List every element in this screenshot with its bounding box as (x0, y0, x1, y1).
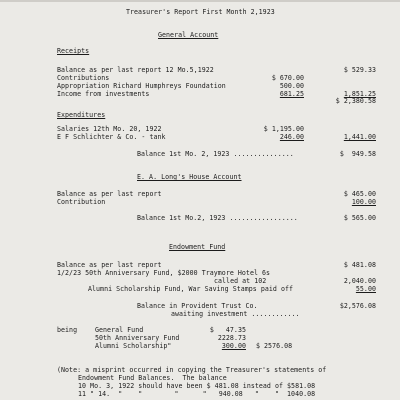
provident-balance-label: Balance in Provident Trust Co. (137, 302, 258, 310)
expenditures-heading: Expenditures (57, 111, 106, 119)
long-balance-amount: $ 565.00 (343, 214, 376, 222)
endowment-balance-last-amount: $ 481.08 (343, 261, 376, 269)
general-account-heading: General Account (158, 31, 219, 39)
schlichter-amount: 246.00 (279, 133, 304, 141)
receipts-heading: Receipts (57, 47, 90, 55)
alumni-breakdown-label: Alumni Scholarship" (95, 342, 172, 350)
anniversary-breakdown-amount: 2228.73 (217, 334, 246, 342)
investments-income-label: Income from investments (57, 90, 150, 98)
alumni-scholarship-label: Alumni Scholarship Fund, War Saving Stamps paid off (88, 285, 294, 293)
awaiting-investment-label: awaiting investment ............ (171, 310, 300, 318)
note-line-2: Endowment Fund Balances. The balance (78, 374, 227, 382)
long-balance-last-amount: $ 465.00 (343, 190, 376, 198)
general-balance-amount: $ 949.58 (339, 150, 376, 158)
note-line-1: (Note: a misprint occurred in copying the Treasurer's statements of (57, 366, 327, 374)
contributions-label: Contributions (57, 74, 110, 82)
long-balance-last-label: Balance as per last report (57, 190, 162, 198)
anniversary-breakdown-label: 50th Anniversary Fund (95, 334, 180, 342)
being-label: being (57, 326, 78, 334)
receipt-balance-total: $ 529.33 (343, 66, 376, 74)
breakdown-total: $ 2576.08 (256, 342, 293, 350)
report-title: Treasurer's Report First Month 2,1923 (126, 8, 275, 16)
long-house-heading: E. A. Long's House Account (137, 173, 242, 181)
note-line-3: 10 Mo. 3, 1922 should have been $ 481.08 instead of $581.08 (78, 382, 316, 390)
page-edge (0, 0, 400, 2)
anniversary-fund-label: 1/2/23 50th Anniversary Fund, $2000 Traymore Hotel 6s (57, 269, 271, 277)
provident-balance-amount: $2,576.08 (339, 302, 376, 310)
long-contribution-amount: 100.00 (351, 198, 376, 206)
anniversary-fund-amount: 2,040.00 (343, 277, 376, 285)
long-balance-label: Balance 1st Mo.2, 1923 ................. (137, 214, 298, 222)
receipts-subtotal: 1,851.25 (343, 90, 376, 98)
general-balance-label: Balance 1st Mo. 2, 1923 ............... (137, 150, 294, 158)
schlichter-label: E F Schlichter & Co. - tank (57, 133, 166, 141)
expenditures-total: 1,441.00 (343, 133, 376, 141)
investments-income-amount: 681.25 (279, 90, 304, 98)
salaries-amount: $ 1,195.00 (263, 125, 304, 133)
general-fund-amount: $ 47.35 (209, 326, 246, 334)
alumni-breakdown-amount: 300.00 (221, 342, 246, 350)
long-contribution-label: Contribution (57, 198, 106, 206)
contributions-amount: $ 670.00 (271, 74, 304, 82)
alumni-scholarship-amount: 55.00 (355, 285, 376, 293)
endowment-balance-last-label: Balance as per last report (57, 261, 162, 269)
salaries-label: Salaries 12th Mo. 20, 1922 (57, 125, 162, 133)
appropriation-label: Appropriation Richard Humphreys Foundation (57, 82, 226, 90)
called-at-label: called at 102 (214, 277, 267, 285)
receipts-total: $ 2,380.58 (335, 97, 376, 105)
endowment-heading: Endowment Fund (169, 243, 226, 251)
receipt-balance-label: Balance as per last report 12 Mo.5,1922 (57, 66, 214, 74)
appropriation-amount: 500.00 (279, 82, 304, 90)
note-line-4: 11 " 14. " " " " 940.08 " " 1040.08 (78, 390, 316, 398)
general-fund-label: General Fund (95, 326, 144, 334)
